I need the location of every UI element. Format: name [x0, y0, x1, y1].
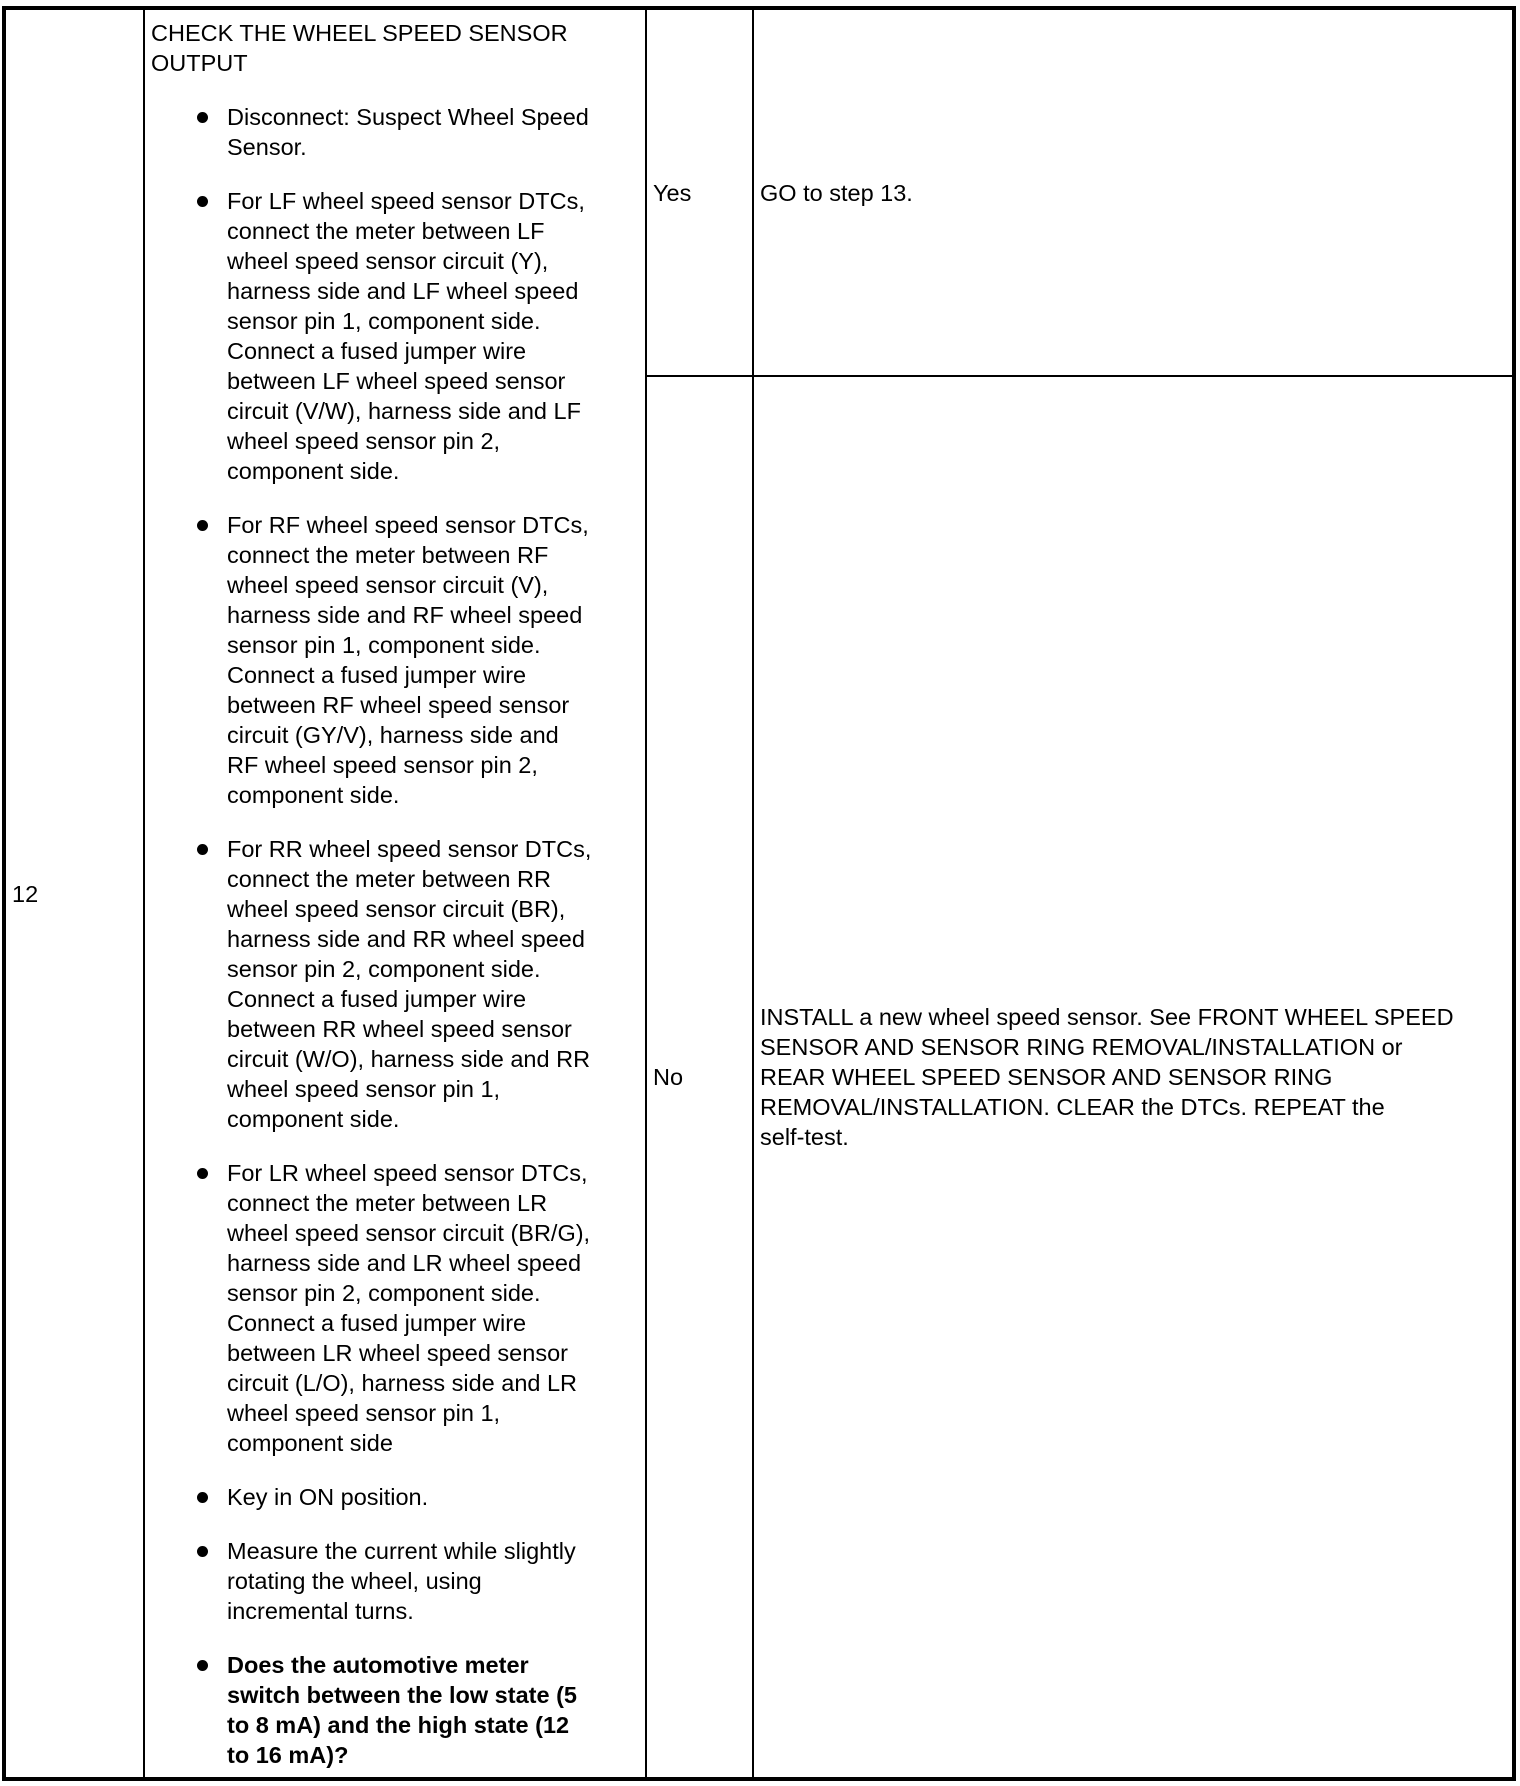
- result-action-yes: GO to step 13.: [753, 8, 1514, 376]
- bullet-icon: [197, 1168, 208, 1179]
- bullet-text: Does the automotive meter switch between the low state (5 to 8 mA) and the high state (12 to 16 mA)?: [227, 1652, 577, 1768]
- test-bullet-item: [151, 510, 639, 810]
- test-bullet-item: [151, 102, 639, 162]
- diagnostic-step-table: [2, 6, 1516, 1781]
- bullet-text: Measure the current while slightly rotating the wheel, using incremental turns.: [227, 1538, 576, 1624]
- bullet-text: Key in ON position.: [227, 1484, 429, 1510]
- bullet-text: Disconnect: Suspect Wheel Speed Sensor.: [227, 104, 589, 160]
- result-answer-no: No: [646, 376, 753, 1779]
- test-bullet-item: [151, 1650, 639, 1770]
- test-bullet-item: [151, 1158, 639, 1458]
- test-bullet-item: [151, 1536, 639, 1626]
- bullet-text: For RF wheel speed sensor DTCs, connect the meter between RF wheel speed sensor circuit (V), harness side and RF wheel speed sensor pin 1, component side. Connect a fused jumper wire between RF wheel speed sensor circuit (GY/V), harness side and RF wheel speed sensor pin 2, component side.: [227, 512, 589, 808]
- bullet-icon: [197, 196, 208, 207]
- bullet-icon: [197, 1492, 208, 1503]
- result-action-no: INSTALL a new wheel speed sensor. See FRONT WHEEL SPEED SENSOR AND SENSOR RING REMOVAL/INSTALLATION or REAR WHEEL SPEED SENSOR AND SENSOR RING REMOVAL/INSTALLATION. CLEAR the DTCs. REPEAT the self-test.: [753, 376, 1514, 1779]
- bullet-text: For RR wheel speed sensor DTCs, connect the meter between RR wheel speed sensor circuit (BR), harness side and RR wheel speed sensor pin 2, component side. Connect a fused jumper wire between RR wheel speed sensor circuit (W/O), harness side and RR wheel speed sensor pin 1, component side.: [227, 836, 592, 1132]
- test-title: CHECK THE WHEEL SPEED SENSOR OUTPUT: [151, 20, 568, 76]
- bullet-icon: [197, 844, 208, 855]
- bullet-icon: [197, 520, 208, 531]
- test-bullet-item: [151, 1482, 639, 1512]
- test-bullet-item: [151, 186, 639, 486]
- bullet-icon: [197, 112, 208, 123]
- test-step-cell: [144, 8, 646, 1779]
- bullet-icon: [197, 1546, 208, 1557]
- bullet-text: For LF wheel speed sensor DTCs, connect the meter between LF wheel speed sensor circuit (Y), harness side and LF wheel speed sensor pin 1, component side. Connect a fused jumper wire between LF wheel speed sensor circuit (V/W), harness side and LF wheel speed sensor pin 2, component side.: [227, 188, 585, 484]
- test-bullet-list: [151, 102, 639, 1770]
- result-answer-yes: Yes: [646, 8, 753, 376]
- test-bullet-item: [151, 834, 639, 1134]
- bullet-text: For LR wheel speed sensor DTCs, connect the meter between LR wheel speed sensor circuit (BR/G), harness side and LR wheel speed sensor pin 2, component side. Connect a fused jumper wire between LR wheel speed sensor circuit (L/O), harness side and LR wheel speed sensor pin 1, component side: [227, 1160, 591, 1456]
- step-number: 12: [4, 8, 144, 1779]
- bullet-icon: [197, 1660, 208, 1671]
